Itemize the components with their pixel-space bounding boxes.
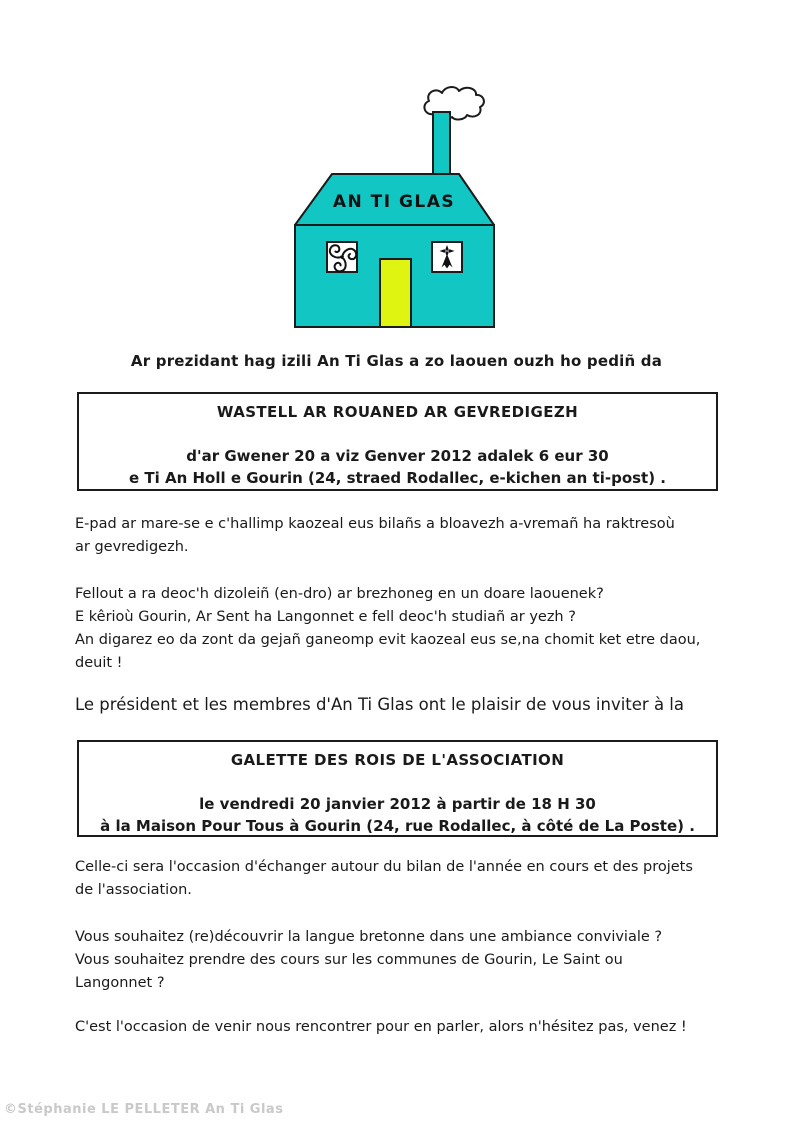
event-title-breton: WASTELL AR ROUANED AR GEVREDIGEZH [216, 403, 579, 421]
spacer [79, 771, 716, 793]
event-date-breton: d'ar Gwener 20 a viz Genver 2012 adalek 6 eur 30 [186, 447, 609, 465]
paragraph-line: de l'association. [75, 882, 192, 898]
door [380, 259, 411, 327]
house-illustration [293, 83, 500, 330]
spacer [79, 423, 716, 445]
event-place-french: à la Maison Pour Tous à Gourin (24, rue Rodallec, à côté de La Poste) . [100, 817, 695, 835]
house-title: AN TI GLAS [332, 192, 456, 212]
paragraph-line: deuit ! [75, 655, 123, 671]
paragraph-closing-french [75, 1016, 687, 1039]
event-box-french [77, 740, 718, 837]
chimney [433, 112, 450, 178]
house-svg [293, 83, 500, 330]
paragraph-line: Vous souhaitez (re)découvrir la langue bretonne dans une ambiance conviviale ? [75, 929, 663, 945]
paragraph-questions-french [75, 926, 662, 995]
paragraph-line: E-pad ar mare-se e c'hallimp kaozeal eus bilañs a bloavezh a-vremañ ha raktresoù [75, 516, 675, 532]
paragraph-line: E kêrioù Gourin, Ar Sent ha Langonnet e fell deoc'h studiañ ar yezh ? [75, 609, 576, 625]
event-place-breton: e Ti An Holl e Gourin (24, straed Rodallec, e-kichen an ti-post) . [128, 469, 667, 487]
footer-credit: ©Stéphanie LE PELLETER An Ti Glas [4, 1102, 284, 1117]
paragraph-line: Langonnet ? [75, 975, 165, 991]
paragraph-line: Celle-ci sera l'occasion d'échanger autour du bilan de l'année en cours et des projets [75, 859, 693, 875]
paragraph-line: An digarez eo da zont da gejañ ganeomp evit kaozeal eus se,na chomit ket etre daou, [75, 632, 701, 648]
paragraph-line: Vous souhaitez prendre des cours sur les communes de Gourin, Le Saint ou [75, 952, 623, 968]
event-box-breton [77, 392, 718, 491]
event-title-french: GALETTE DES ROIS DE L'ASSOCIATION [230, 751, 565, 769]
intro-line-french: Le président et les membres d'An Ti Glas ont le plaisir de vous inviter à la [75, 695, 685, 714]
paragraph-line: C'est l'occasion de venir nous rencontrer pour en parler, alors n'hésitez pas, venez ! [75, 1019, 687, 1035]
paragraph-bilan-breton [75, 513, 675, 559]
paragraph-line: ar gevredigezh. [75, 539, 189, 555]
paragraph-bilan-french [75, 856, 693, 902]
intro-line-breton: Ar prezidant hag izili An Ti Glas a zo laouen ouzh ho pediñ da [130, 352, 663, 370]
paragraph-line: Fellout a ra deoc'h dizoleiñ (en-dro) ar brezhoneg en un doare laouenek? [75, 586, 604, 602]
paragraph-questions-breton [75, 583, 700, 675]
event-date-french: le vendredi 20 janvier 2012 à partir de 18 H 30 [199, 795, 596, 813]
